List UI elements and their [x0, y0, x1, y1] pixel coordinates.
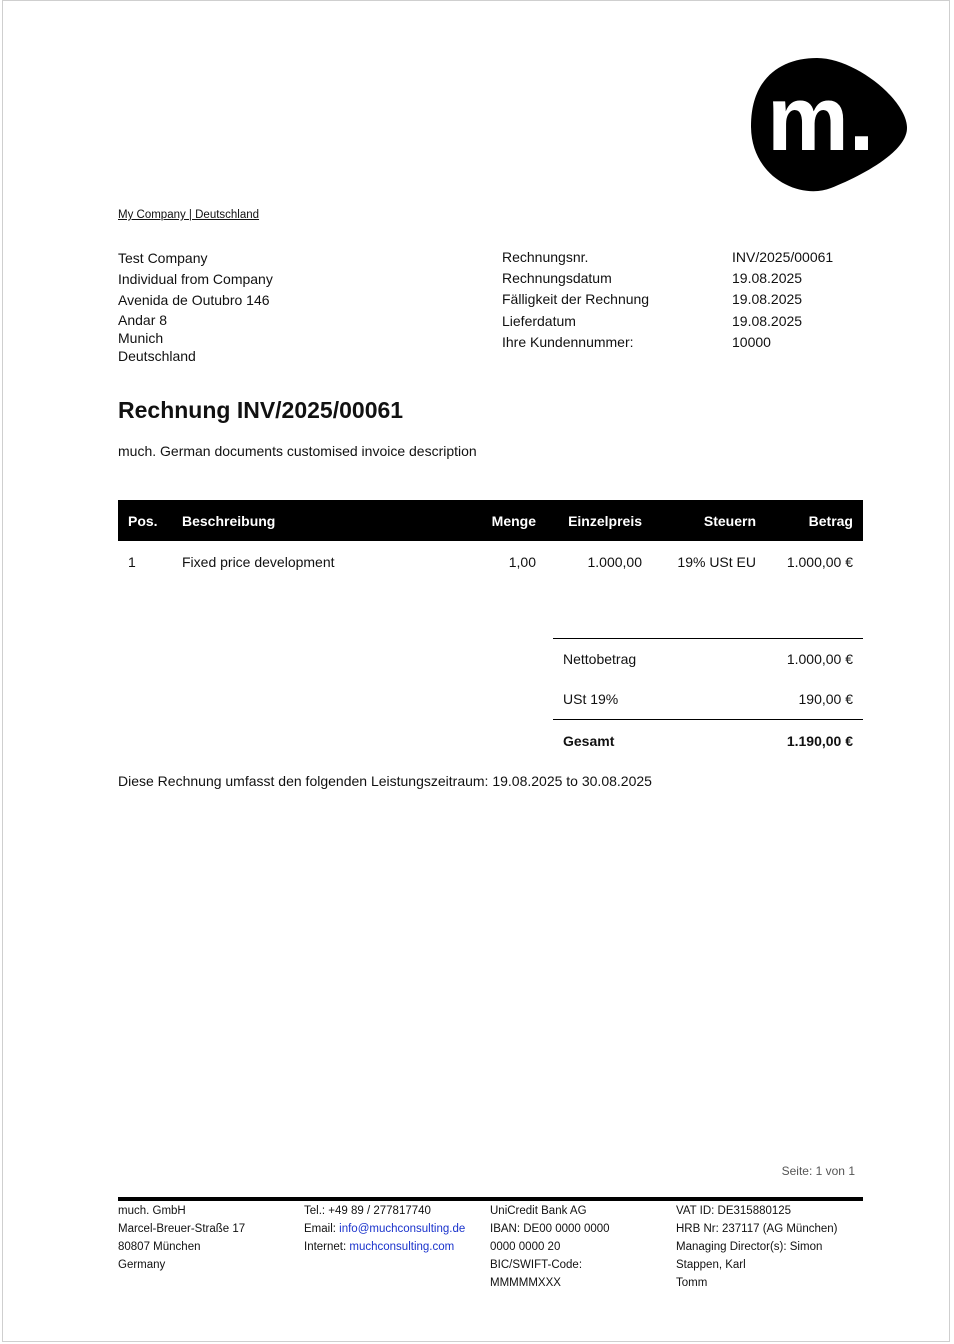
table-row [118, 541, 863, 583]
meta-value: 19.08.2025 [732, 291, 803, 308]
recipient-street2: Andar 8 [118, 312, 168, 328]
footer-line: Marcel-Breuer-Straße 17 [118, 1223, 246, 1235]
header-pos: Pos. [118, 500, 172, 541]
invoice-description: much. German documents customised invoice description [118, 443, 477, 459]
cell-pos: 1 [128, 554, 136, 570]
meta-label: Ihre Kundennummer: [502, 333, 634, 350]
meta-value: 10000 [732, 333, 771, 350]
invoice-title: Rechnung INV/2025/00061 [118, 397, 404, 423]
footer-line: Stappen, Karl [676, 1259, 746, 1271]
meta-row [502, 267, 833, 288]
header-amount: Betrag [766, 500, 863, 541]
meta-row [502, 310, 833, 331]
tax-value: 190,00 € [798, 691, 853, 707]
cell-description: Fixed price development [182, 554, 335, 570]
footer-line: Tomm [676, 1277, 708, 1289]
footer-internet-label: Internet: [304, 1241, 350, 1253]
footer-line: VAT ID: DE315880125 [676, 1205, 792, 1217]
meta-value: 19.08.2025 [732, 269, 803, 286]
email-link[interactable]: info@muchconsulting.de [339, 1223, 466, 1235]
invoice-page [2, 0, 950, 1342]
meta-value: 19.08.2025 [732, 312, 803, 329]
recipient-contact: Individual from Company [118, 271, 273, 287]
meta-row [502, 289, 833, 310]
footer [118, 1202, 863, 1292]
footer-line: much. GmbH [118, 1205, 186, 1217]
footer-company-column [118, 1202, 304, 1292]
footer-bank-column [490, 1202, 676, 1292]
meta-value: INV/2025/00061 [732, 248, 834, 265]
recipient-street: Avenida de Outubro 146 [118, 292, 270, 308]
totals-table [553, 638, 863, 762]
cell-taxes: 19% USt EU [677, 554, 756, 570]
recipient-country: Deutschland [118, 348, 196, 364]
sender-line: My Company | Deutschland [118, 209, 260, 221]
footer-line: HRB Nr: 237117 (AG München) [676, 1223, 838, 1235]
cell-quantity: 1,00 [508, 554, 536, 570]
footer-tel: Tel.: +49 89 / 277817740 [304, 1205, 431, 1217]
footer-internet-row [304, 1238, 490, 1256]
footer-email-label: Email: [304, 1223, 340, 1235]
meta-row [502, 331, 833, 352]
meta-label: Lieferdatum [502, 312, 576, 329]
footer-line: Managing Director(s): Simon [676, 1241, 823, 1253]
website-link[interactable]: muchconsulting.com [349, 1241, 455, 1253]
footer-line: MMMMMXXX [490, 1277, 561, 1289]
recipient-address [118, 248, 273, 365]
meta-row [502, 246, 833, 267]
footer-line: 0000 0000 20 [490, 1241, 561, 1253]
page-number: Seite: 1 von 1 [781, 1164, 855, 1178]
recipient-city: Munich [118, 330, 164, 346]
invoice-meta [502, 246, 833, 352]
footer-divider [118, 1197, 863, 1201]
header-unit-price: Einzelpreis [546, 500, 652, 541]
footer-contact-column [304, 1202, 490, 1292]
meta-label: Fälligkeit der Rechnung [502, 291, 650, 308]
cell-unit-price: 1.000,00 [587, 554, 642, 570]
footer-legal-column [676, 1202, 862, 1292]
tax-label: USt 19% [563, 691, 619, 707]
totals-grand-row [553, 720, 863, 763]
company-logo [751, 58, 907, 194]
net-value: 1.000,00 € [714, 639, 863, 680]
invoice-lines-table [118, 500, 863, 583]
footer-email-row [304, 1220, 490, 1238]
footer-line: UniCredit Bank AG [490, 1205, 587, 1217]
totals-tax-row [553, 679, 863, 720]
total-label: Gesamt [553, 720, 714, 763]
header-description: Beschreibung [172, 500, 474, 541]
logo-text: m. [767, 68, 875, 170]
recipient-name: Test Company [118, 250, 208, 266]
footer-line: Germany [118, 1259, 166, 1271]
footer-line: 80807 München [118, 1241, 201, 1253]
service-period-text: Diese Rechnung umfasst den folgenden Leistungszeitraum: 19.08.2025 to 30.08.2025 [118, 773, 652, 789]
cell-amount: 1.000,00 € [786, 554, 853, 570]
header-quantity: Menge [474, 500, 546, 541]
meta-label: Rechnungsnr. [502, 248, 589, 265]
meta-label: Rechnungsdatum [502, 269, 612, 286]
net-label: Nettobetrag [553, 639, 714, 680]
totals-net-row [553, 639, 863, 680]
footer-line: IBAN: DE00 0000 0000 [490, 1223, 610, 1235]
header-taxes: Steuern [652, 500, 766, 541]
total-value: 1.190,00 € [714, 720, 863, 763]
table-header-row [118, 500, 863, 541]
footer-line: BIC/SWIFT-Code: [490, 1259, 583, 1271]
